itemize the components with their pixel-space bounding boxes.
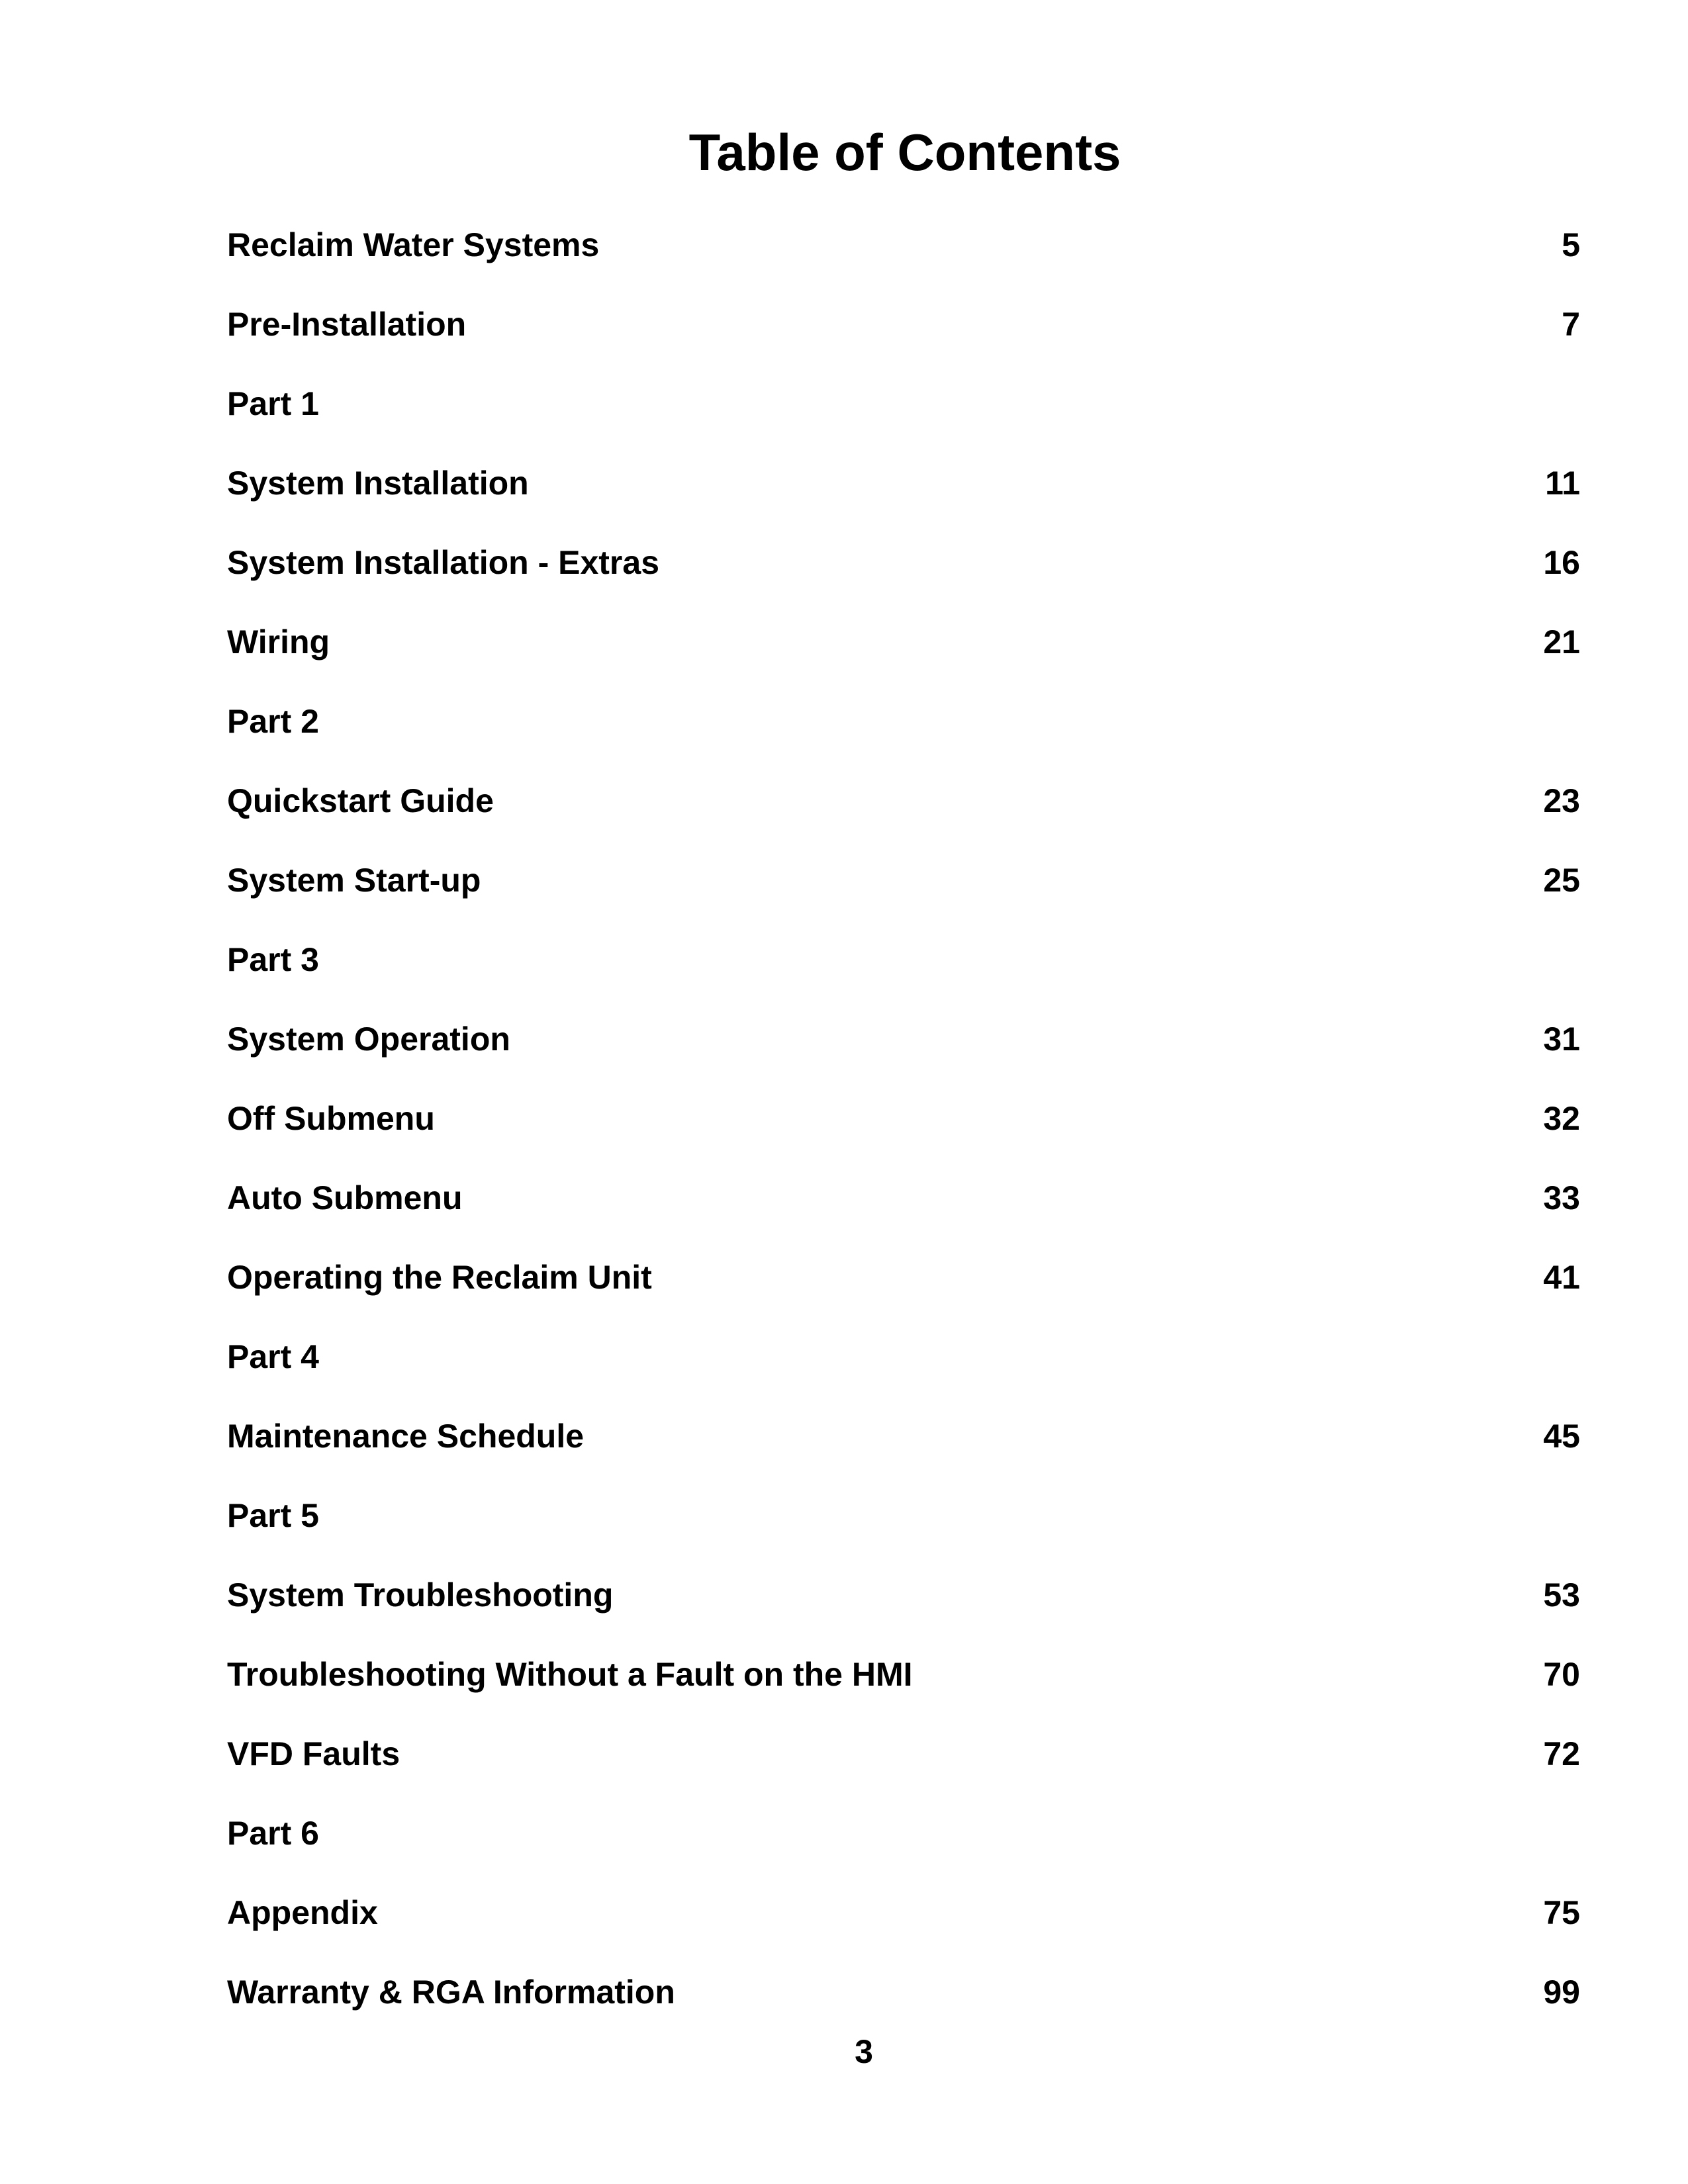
toc-entry-page: 99 [1543,1974,1580,2011]
toc-entry [227,999,1580,1079]
toc-entry [227,443,1580,523]
toc-entry-label: Operating the Reclaim Unit [227,1259,652,1296]
toc-entry-label: Part 3 [227,941,319,978]
toc-entry-label: Part 6 [227,1815,319,1852]
toc-part-heading [227,1794,1580,1873]
toc-entry-label: Part 1 [227,385,319,422]
toc-entry-label: Part 2 [227,703,319,740]
toc-entry-page: 70 [1543,1656,1580,1693]
toc-entry-label: Part 4 [227,1338,319,1375]
toc-entry-page: 7 [1562,306,1580,343]
toc-entry-page: 41 [1543,1259,1580,1296]
toc-entry-page: 72 [1543,1735,1580,1772]
toc-entry-page: 31 [1543,1021,1580,1058]
toc-entry-page: 16 [1543,544,1580,581]
toc-entry [227,1158,1580,1238]
toc-entry-page: 32 [1543,1100,1580,1137]
toc-part-heading [227,920,1580,999]
toc-entry [227,841,1580,920]
toc-entry-page: 21 [1543,623,1580,660]
toc-part-heading [227,364,1580,443]
toc-entry-label: Warranty & RGA Information [227,1974,675,2011]
toc-entry [227,602,1580,682]
toc-entry-page: 75 [1543,1894,1580,1931]
toc-entry-label: System Start-up [227,862,481,899]
page-title: Table of Contents [688,123,1121,181]
toc-entry-label: VFD Faults [227,1735,400,1772]
toc-entry-label: System Operation [227,1021,510,1058]
toc-entry-page: 5 [1562,226,1580,263]
toc-entry [227,205,1580,285]
toc-entry-label: System Installation - Extras [227,544,660,581]
toc-entry [227,1714,1580,1794]
toc-entry [227,1635,1580,1714]
toc-entry [227,761,1580,841]
toc-entry [227,523,1580,602]
toc-entry-label: Quickstart Guide [227,782,494,819]
toc-entry-label: Maintenance Schedule [227,1418,585,1455]
toc-list [227,205,1580,2032]
toc-entry-page: 45 [1543,1418,1580,1455]
toc-entry [227,1396,1580,1476]
toc-entry-page: 23 [1543,782,1580,819]
toc-part-heading [227,682,1580,761]
toc-entry-label: Part 5 [227,1497,319,1534]
toc-entry [227,1079,1580,1158]
toc-entry-page: 33 [1543,1179,1580,1216]
toc-entry-label: Auto Submenu [227,1179,463,1216]
toc-entry-label: Troubleshooting Without a Fault on the HMI [227,1656,913,1693]
toc-entry-label: Off Submenu [227,1100,435,1137]
toc-entry-page: 11 [1545,465,1580,502]
toc-entry-label: System Troubleshooting [227,1576,614,1614]
toc-entry [227,1555,1580,1635]
toc-entry-label: Appendix [227,1894,378,1931]
toc-entry [227,1952,1580,2032]
toc-entry-label: Pre-Installation [227,306,467,343]
toc-part-heading [227,1476,1580,1555]
toc-entry-label: Wiring [227,623,330,660]
toc-entry-page: 25 [1543,862,1580,899]
toc-entry [227,285,1580,364]
toc-part-heading [227,1317,1580,1396]
toc-entry-label: System Installation [227,465,529,502]
toc-entry-label: Reclaim Water Systems [227,226,600,263]
toc-entry [227,1238,1580,1317]
page-number: 3 [855,2033,873,2070]
toc-entry-page: 53 [1543,1576,1580,1614]
toc-entry [227,1873,1580,1952]
